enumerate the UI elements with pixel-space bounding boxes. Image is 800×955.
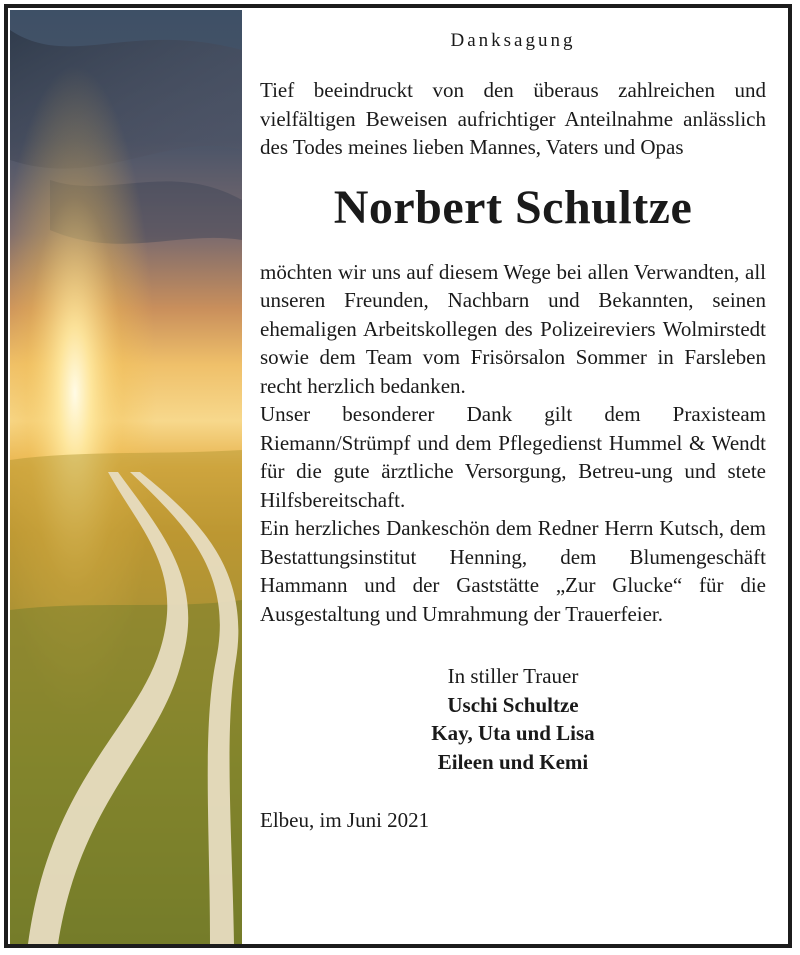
mourning-block	[260, 662, 766, 776]
intro-paragraph: Tief beeindruckt von den überaus zahlreichen und vielfältigen Beweisen aufrichtiger Anteilnahme anlässlich des Todes meines lieben Mannes, Vaters und Opas	[260, 78, 766, 159]
thanks-paragraph-3: Ein herzliches Dankeschön dem Redner Herrn Kutsch, dem Bestattungsinstitut Henning, dem Blumengeschäft Hammann und der Gaststätte „Zur Glucke“ für die Ausgestaltung und Umrahmung der Trauerfeier.	[260, 516, 766, 626]
deceased-name: Norbert Schultze	[333, 180, 693, 234]
obituary-text-column	[260, 22, 766, 834]
thanks-paragraph-1: möchten wir uns auf diesem Wege bei allen Verwandten, all unseren Freunden, Nachbarn und Bekannten, seinen ehemaligen Arbeitskollegen des Polizeireviers Wolmirstedt sowie dem Team vom Frisörsalon Sommer in Farsleben recht herzlich bedanken.	[260, 259, 766, 398]
mourner-name: Eileen und Kemi	[437, 749, 589, 774]
place-date: Elbeu, im Juni 2021	[260, 808, 430, 832]
mourner-name: Uschi Schultze	[447, 692, 579, 717]
mourning-intro: In stiller Trauer	[447, 664, 579, 688]
sunset-path-image	[10, 10, 242, 944]
mourner-name: Kay, Uta und Lisa	[431, 721, 595, 745]
heading-danksagung: Danksagung	[450, 30, 576, 51]
sunset-path-photo	[10, 10, 242, 944]
thanks-paragraph-2: Unser besonderer Dank gilt dem Praxisteam Riemann/Strümpf und dem Pflegedienst Hummel & Wendt für die gute ärztliche Versorgung, Betreu-ung und stete Hilfsbereitschaft.	[260, 402, 766, 512]
